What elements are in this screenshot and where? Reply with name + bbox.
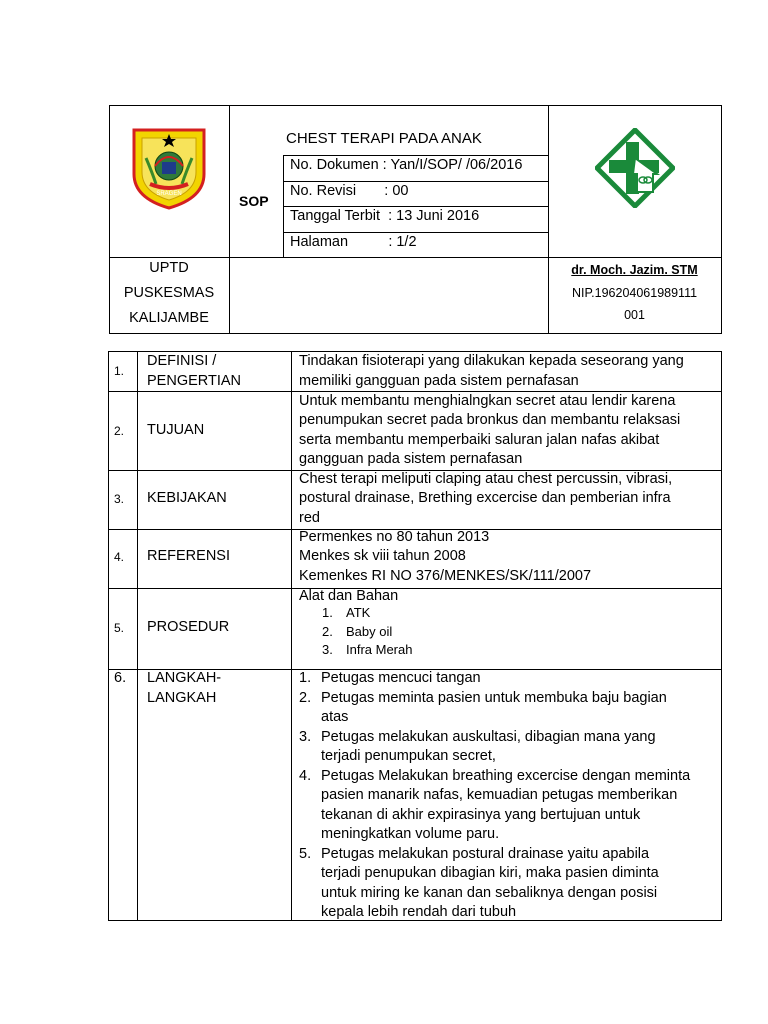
- row-number: 4.: [114, 550, 125, 564]
- puskesmas-logo: [595, 128, 675, 208]
- row-number: 5.: [114, 621, 125, 635]
- section-label: LANGKAH: [147, 690, 217, 706]
- row-number: 1.: [114, 364, 125, 378]
- institution-line-3: KALIJAMBE: [129, 310, 209, 326]
- row-number: 6.: [114, 670, 127, 686]
- list-item-continuation: atas: [321, 709, 349, 725]
- list-item-continuation: untuk miring ke kanan dan sebaliknya dengan posisi: [321, 884, 658, 901]
- halaman: Halaman : 1/2: [290, 234, 417, 250]
- section-content: Chest terapi meliputi claping atau chest percussin, vibrasi,: [299, 471, 673, 487]
- list-item-continuation: terjadi penumpukan secret,: [321, 748, 496, 764]
- row-number: 3.: [114, 492, 125, 506]
- section-label: PENGERTIAN: [147, 373, 242, 389]
- crest-caption: SRAGEN: [156, 191, 182, 197]
- document-title: CHEST TERAPI PADA ANAK: [286, 130, 482, 147]
- signatory-nip-2: 001: [624, 308, 645, 322]
- section-content: gangguan pada sistem pernafasan: [299, 451, 523, 467]
- list-item: 2. Petugas meminta pasien untuk membuka baju bagian: [299, 689, 667, 706]
- section-label: REFERENSI: [147, 548, 230, 564]
- section-label: LANGKAH-: [147, 670, 222, 686]
- section-label: PROSEDUR: [147, 619, 230, 635]
- section-content: postural drainase, Brething excercise dan pemberian infra: [299, 490, 671, 506]
- list-item: 1. Petugas mencuci tangan: [299, 670, 481, 686]
- list-item: 2. Baby oil: [322, 623, 393, 639]
- list-item-continuation: pasien manarik nafas, kemuadian petugas memberikan: [321, 787, 678, 803]
- institution-line-2: PUSKESMAS: [123, 285, 215, 301]
- list-item: 4. Petugas Melakukan breathing excercise dengan meminta: [299, 767, 691, 784]
- row-number: 2.: [114, 424, 125, 438]
- tanggal-terbit: Tanggal Terbit : 13 Juni 2016: [290, 208, 480, 224]
- list-item: 5. Petugas melakukan postural drainase yaitu apabila: [299, 845, 650, 862]
- section-content: memiliki gangguan pada sistem pernafasan: [299, 373, 579, 389]
- list-item-continuation: tekanan di akhir expirasinya yang bertujuan untuk: [321, 806, 641, 823]
- section-content: Menkes sk viii tahun 2008: [299, 548, 466, 564]
- langkah-list: [299, 669, 690, 923]
- section-content: Kemenkes RI NO 376/MENKES/SK/111/2007: [299, 568, 592, 584]
- signatory-name: dr. Moch. Jazim. STM: [571, 263, 698, 277]
- section-label: KEBIJAKAN: [147, 490, 227, 506]
- section-label: TUJUAN: [147, 422, 205, 438]
- signatory-nip-1: NIP.196204061989111: [571, 286, 698, 300]
- section-content: Tindakan fisioterapi yang dilakukan kepada seseorang yang: [299, 353, 684, 369]
- list-item: 3. Infra Merah: [322, 642, 413, 657]
- section-content: serta membantu memperbaiki saluran jalan nafas akibat: [299, 432, 660, 448]
- list-item: 3. Petugas melakukan auskultasi, dibagian mana yang: [299, 728, 656, 745]
- section-label: DEFINISI /: [147, 353, 217, 369]
- prosedur-heading: Alat dan Bahan: [299, 588, 399, 604]
- list-item-continuation: terjadi penupukan dibagian kiri, maka pasien diminta: [321, 865, 659, 881]
- institution-line-1: UPTD: [149, 260, 189, 276]
- section-content: Untuk membantu menghialngkan secret atau lendir karena: [299, 393, 676, 409]
- no-dokumen: No. Dokumen : Yan/I/SOP/ /06/2016: [290, 157, 523, 173]
- prosedur-list: [322, 604, 412, 660]
- sop-label: SOP: [239, 193, 269, 209]
- list-item-continuation: kepala lebih rendah dari tubuh: [321, 904, 517, 920]
- section-content: penumpukan secret pada bronkus dan membantu relaksasi: [299, 412, 681, 428]
- section-content: red: [299, 510, 320, 526]
- section-content: Permenkes no 80 tahun 2013: [299, 529, 490, 545]
- list-item: 1. ATK: [322, 605, 371, 620]
- list-item-continuation: meningkatkan volume paru.: [321, 826, 500, 842]
- no-revisi: No. Revisi : 00: [290, 183, 409, 199]
- regency-crest-logo: [132, 128, 206, 210]
